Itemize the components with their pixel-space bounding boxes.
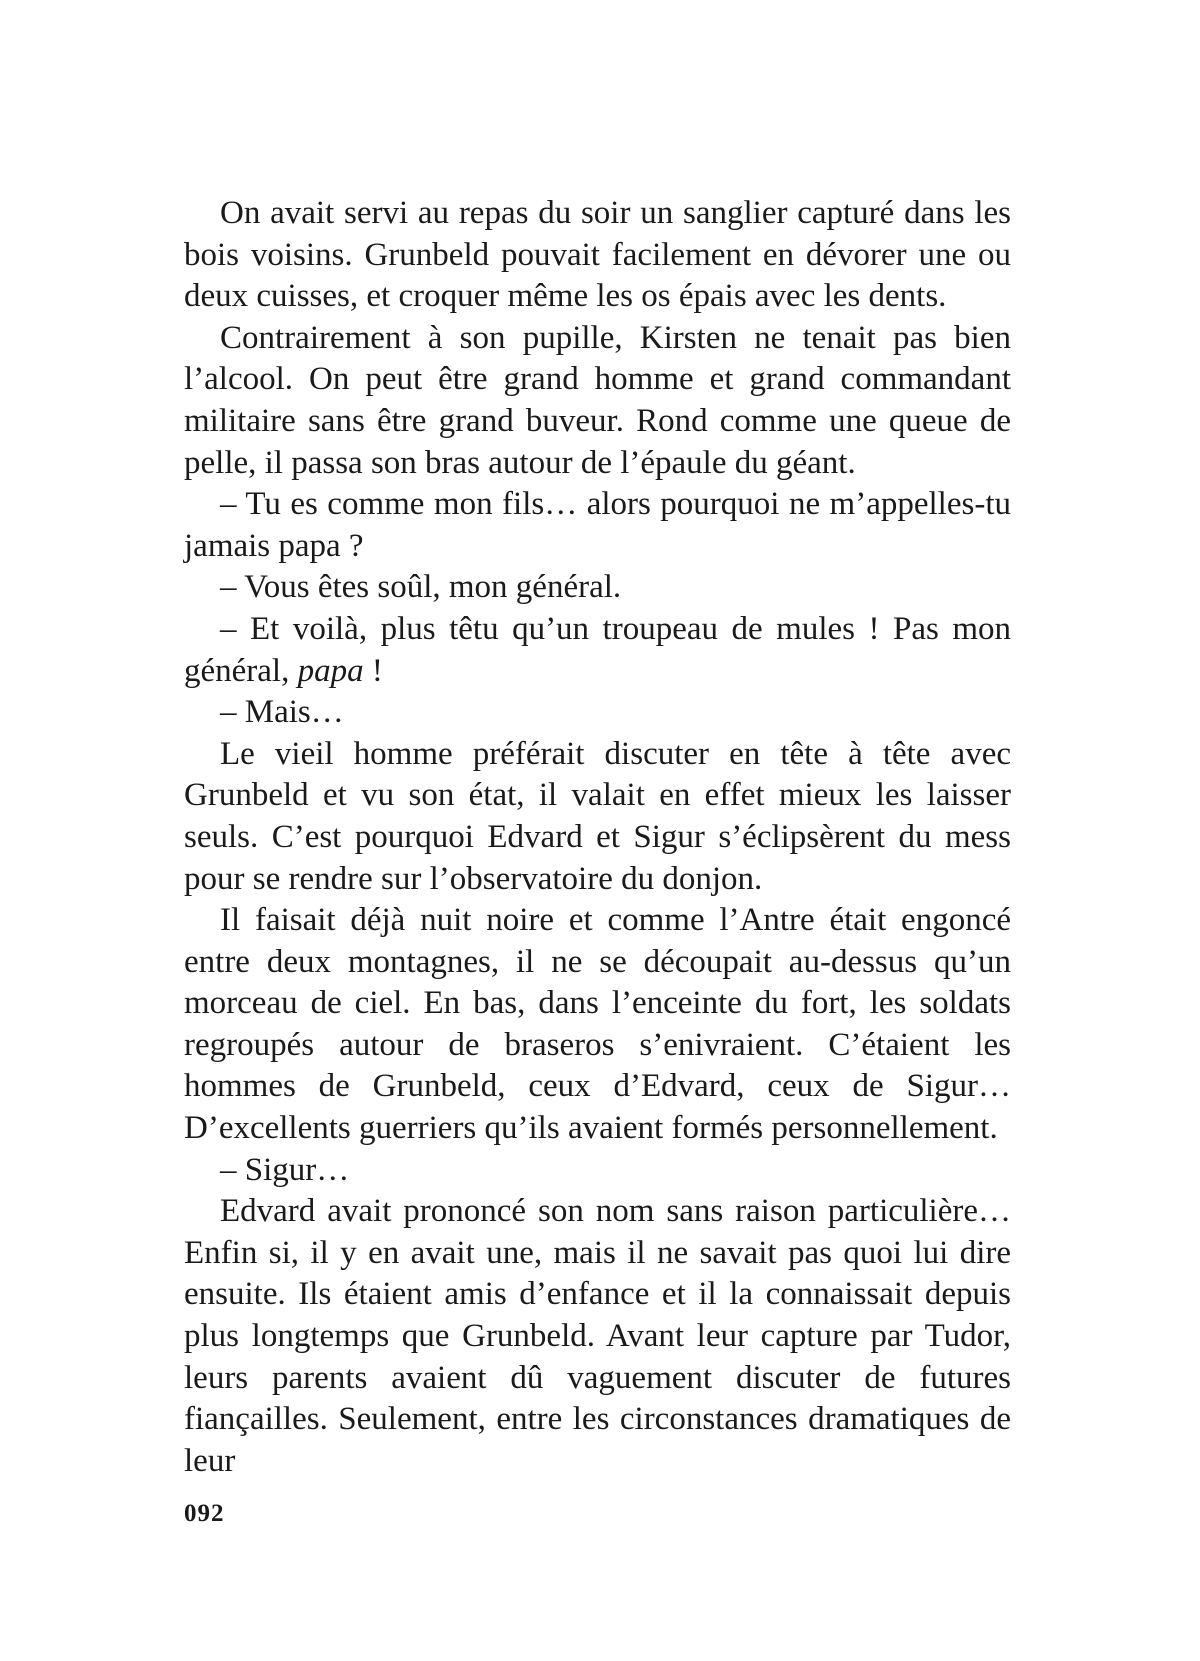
paragraph-5: Edvard avait prononcé son nom sans raison particulière… Enfin si, il y en avait une, mais il ne savait pas quoi lui dire ensuite. Ils étaient amis d’enfance et il la connaissait depuis plus longtemps que Grunbeld. Avant leur capture par Tudor, leurs parents avaient dû vaguement discuter de futures fiançailles. Seulement, entre les circonstances dramatiques de leur [184,1193,1011,1479]
page-number: 092 [184,1500,225,1527]
dialogue-line-1: – Tu es comme mon fils… alors pourquoi ne m’appelles-tu jamais papa ? [184,486,1011,564]
dialogue-line-4: – Mais… [220,694,344,731]
dialogue-line-5: – Sigur… [220,1151,350,1188]
paragraph-1: On avait servi au repas du soir un sanglier capturé dans les bois voisins. Grunbeld pouvait facilement en dévorer une ou deux cuisses, et croquer même les os épais avec les dents. [184,195,1011,315]
dialogue-line-3-emphasis: papa [297,652,364,689]
dialogue-line-3 [184,609,1011,692]
paragraph-2: Contrairement à son pupille, Kirsten ne tenait pas bien l’alcool. On peut être grand homme et grand commandant militaire sans être grand buveur. Rond comme une queue de pelle, il passa son bras autour de l’épaule du géant. [184,319,1011,481]
dialogue-line-2: – Vous êtes soûl, mon général. [220,569,622,606]
dialogue-line-3-start: – Et voilà, plus têtu qu’un troupeau de mules ! Pas mon général, [184,610,1011,689]
paragraph-4: Il faisait déjà nuit noire et comme l’Antre était engoncé entre deux montagnes, il ne se découpait au-dessus qu’un morceau de ciel. En bas, dans l’enceinte du fort, les soldats regroupés autour de braseros s’enivraient. C’étaient les hommes de Grunbeld, ceux d’Edvard, ceux de Sigur… D’excellents guerriers qu’ils avaient formés personnellement. [184,902,1011,1147]
dialogue-line-3-end: ! [363,652,383,689]
body-text [184,193,1011,1482]
paragraph-3: Le vieil homme préférait discuter en tête à tête avec Grunbeld et vu son état, il valait en effet mieux les laisser seuls. C’est pourquoi Edvard et Sigur s’éclipsèrent du mess pour se rendre sur l’observatoire du donjon. [184,735,1011,897]
